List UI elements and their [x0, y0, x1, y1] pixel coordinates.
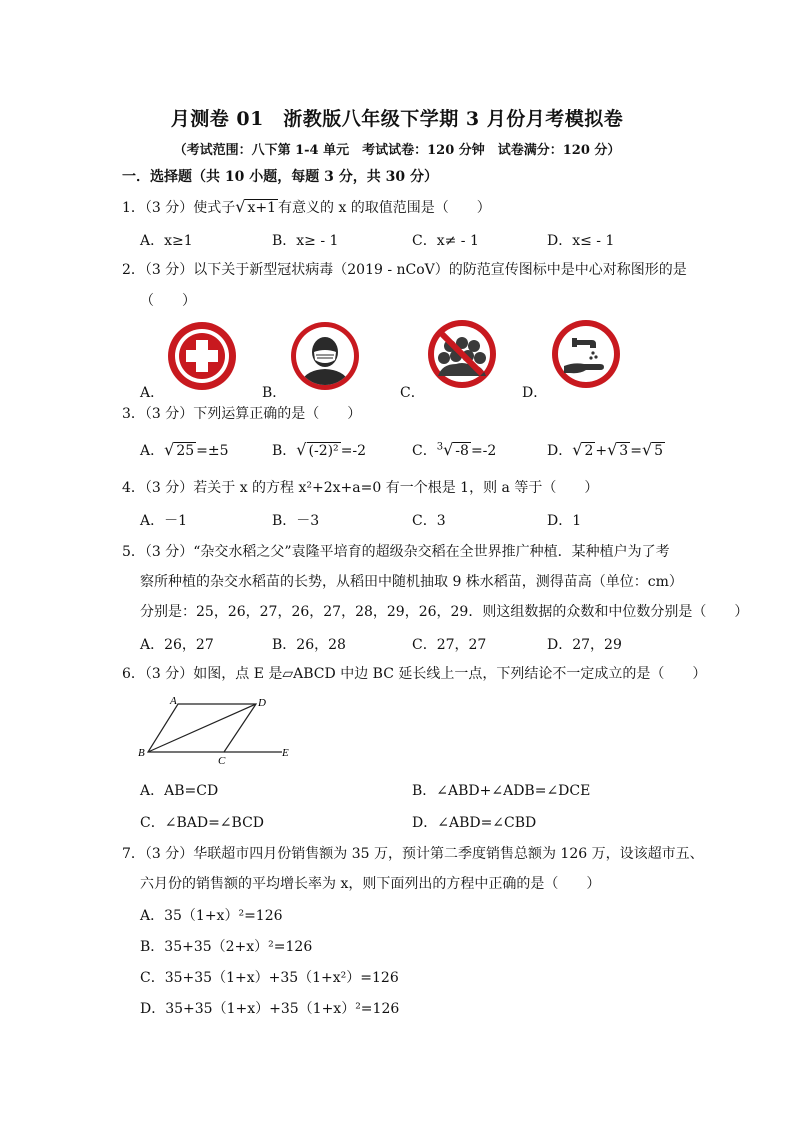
q3-b-rest: =-2 [340, 443, 367, 459]
q5-option-a: A．26，27 [140, 637, 214, 653]
no-crowd-icon [426, 318, 498, 390]
question-7-line-2: 六月份的销售额的平均增长率为 x，则下面列出的方程中正确的是（ ） [140, 876, 601, 892]
radical-sign: √ [296, 440, 307, 459]
question-3-stem: 3．（3 分）下列运算正确的是（ ） [122, 406, 362, 422]
q1-text-post: 有意义的 x 的取值范围是（ ） [278, 200, 491, 216]
q7-option-a: A．35（1+x）²=126 [140, 908, 283, 924]
q3-option-a [140, 440, 229, 460]
q6-option-d: D．∠ABD=∠CBD [412, 815, 537, 831]
q3-option-c [412, 440, 496, 460]
q6-option-b: B．∠ABD+∠ADB=∠DCE [412, 783, 591, 799]
q6-option-a: A．AB=CD [140, 783, 219, 799]
q7-option-d: D．35+35（1+x）+35（1+x）²=126 [140, 1001, 400, 1017]
medical-cross-icon [166, 320, 238, 392]
q3-d-radicand-2: 3 [619, 443, 629, 459]
q4-option-b: B．－3 [272, 513, 320, 529]
q5-option-d: D．27，29 [547, 637, 622, 653]
masked-person-icon [289, 320, 361, 392]
q2-option-c: C． [400, 385, 425, 401]
q3-d-radicand-1: 2 [584, 443, 594, 459]
parallelogram-diagram [136, 694, 296, 764]
q1-radicand: x+1 [247, 200, 277, 216]
q1-text-pre: 1．（3 分）使式子 [122, 200, 236, 216]
radical-sign: √ [572, 440, 583, 459]
q2-option-d: D． [522, 385, 548, 401]
q3-option-a-letter: A． [140, 443, 165, 459]
q4-option-a: A．－1 [140, 513, 188, 529]
q4-option-d: D．1 [547, 513, 582, 529]
page-title: 月测卷 01 浙教版八年级下学期 3 月份月考模拟卷 [170, 108, 624, 130]
label-b: B [138, 747, 145, 759]
q3-option-b-letter: B． [272, 443, 297, 459]
q2-option-b: B． [262, 385, 287, 401]
q6-option-c: C．∠BAD=∠BCD [140, 815, 265, 831]
radical-sign: √ [443, 440, 454, 459]
q3-d-radicand-3: 5 [654, 443, 664, 459]
question-2-paren: （ ） [140, 293, 196, 309]
q1-option-a: A．x≥1 [140, 233, 193, 249]
q3-c-radicand: -8 [455, 443, 469, 459]
label-a: A [170, 695, 177, 707]
hand-washing-icon [550, 318, 622, 390]
q1-option-b: B．x≥ - 1 [272, 233, 339, 249]
question-4-stem: 4．（3 分）若关于 x 的方程 x²+2x+a=0 有一个根是 1，则 a 等于（ ） [122, 480, 599, 496]
question-1-stem [122, 197, 491, 218]
label-e: E [282, 747, 289, 759]
q4-option-c: C．3 [412, 513, 446, 529]
q3-c-root-index: 3 [436, 441, 444, 453]
radical-sign: √ [607, 440, 618, 459]
q5-option-b: B．26，28 [272, 637, 346, 653]
q3-a-rest: =±5 [196, 443, 229, 459]
label-c: C [218, 755, 226, 764]
label-d: D [258, 697, 266, 709]
q1-option-c: C．x≠ - 1 [412, 233, 479, 249]
question-7-line-1: 7．（3 分）华联超市四月份销售额为 35 万，预计第二季度销售总额为 126 万，设该超市五、 [122, 846, 704, 862]
question-5-line-2: 察所种植的杂交水稻苗的长势，从稻田中随机抽取 9 株水稻苗，测得苗高（单位：cm） [140, 574, 683, 590]
q3-c-rest: =-2 [470, 443, 497, 459]
question-5-line-3: 分别是：25，26，27，26，27，28，29，26，29．则这组数据的众数和中位数分别是（ ） [140, 604, 749, 620]
q3-a-radicand: 25 [176, 443, 195, 459]
q3-option-d: D．√ 2 +√ 3 =√ 5 [547, 440, 664, 459]
q3-option-c-letter: C． [412, 443, 437, 459]
radical-sign: √ [235, 197, 246, 216]
question-2-stem: 2．（3 分）以下关于新型冠状病毒（2019 - nCoV）的防范宣传图标中是中心对称图形的是 [122, 262, 687, 278]
radical-sign: √ [641, 440, 653, 459]
q3-option-b [272, 440, 366, 460]
q7-option-b: B．35+35（2+x）²=126 [140, 939, 313, 955]
q5-option-c: C．27，27 [412, 637, 487, 653]
q3-option-d-letter: D． [547, 443, 573, 459]
exam-info-subtitle: （考试范围：八下第 1-4 单元 考试试卷：120 分钟 试卷满分：120 分） [173, 143, 621, 158]
question-5-line-1: 5．（3 分）“杂交水稻之父”袁隆平培育的超级杂交稻在全世界推广种植．某种植户为了考 [122, 544, 670, 560]
question-6-stem: 6．（3 分）如图，点 E 是▱ABCD 中边 BC 延长线上一点，下列结论不一定成立的是（ ） [122, 666, 707, 682]
q3-b-radicand: (-2)² [308, 443, 339, 459]
section-heading: 一．选择题（共 10 小题，每题 3 分，共 30 分） [122, 169, 438, 185]
q1-option-d: D．x≤ - 1 [547, 233, 615, 249]
q2-option-a: A． [140, 385, 165, 401]
radical-sign: √ [164, 440, 175, 459]
q7-option-c: C．35+35（1+x）+35（1+x²）=126 [140, 970, 399, 986]
